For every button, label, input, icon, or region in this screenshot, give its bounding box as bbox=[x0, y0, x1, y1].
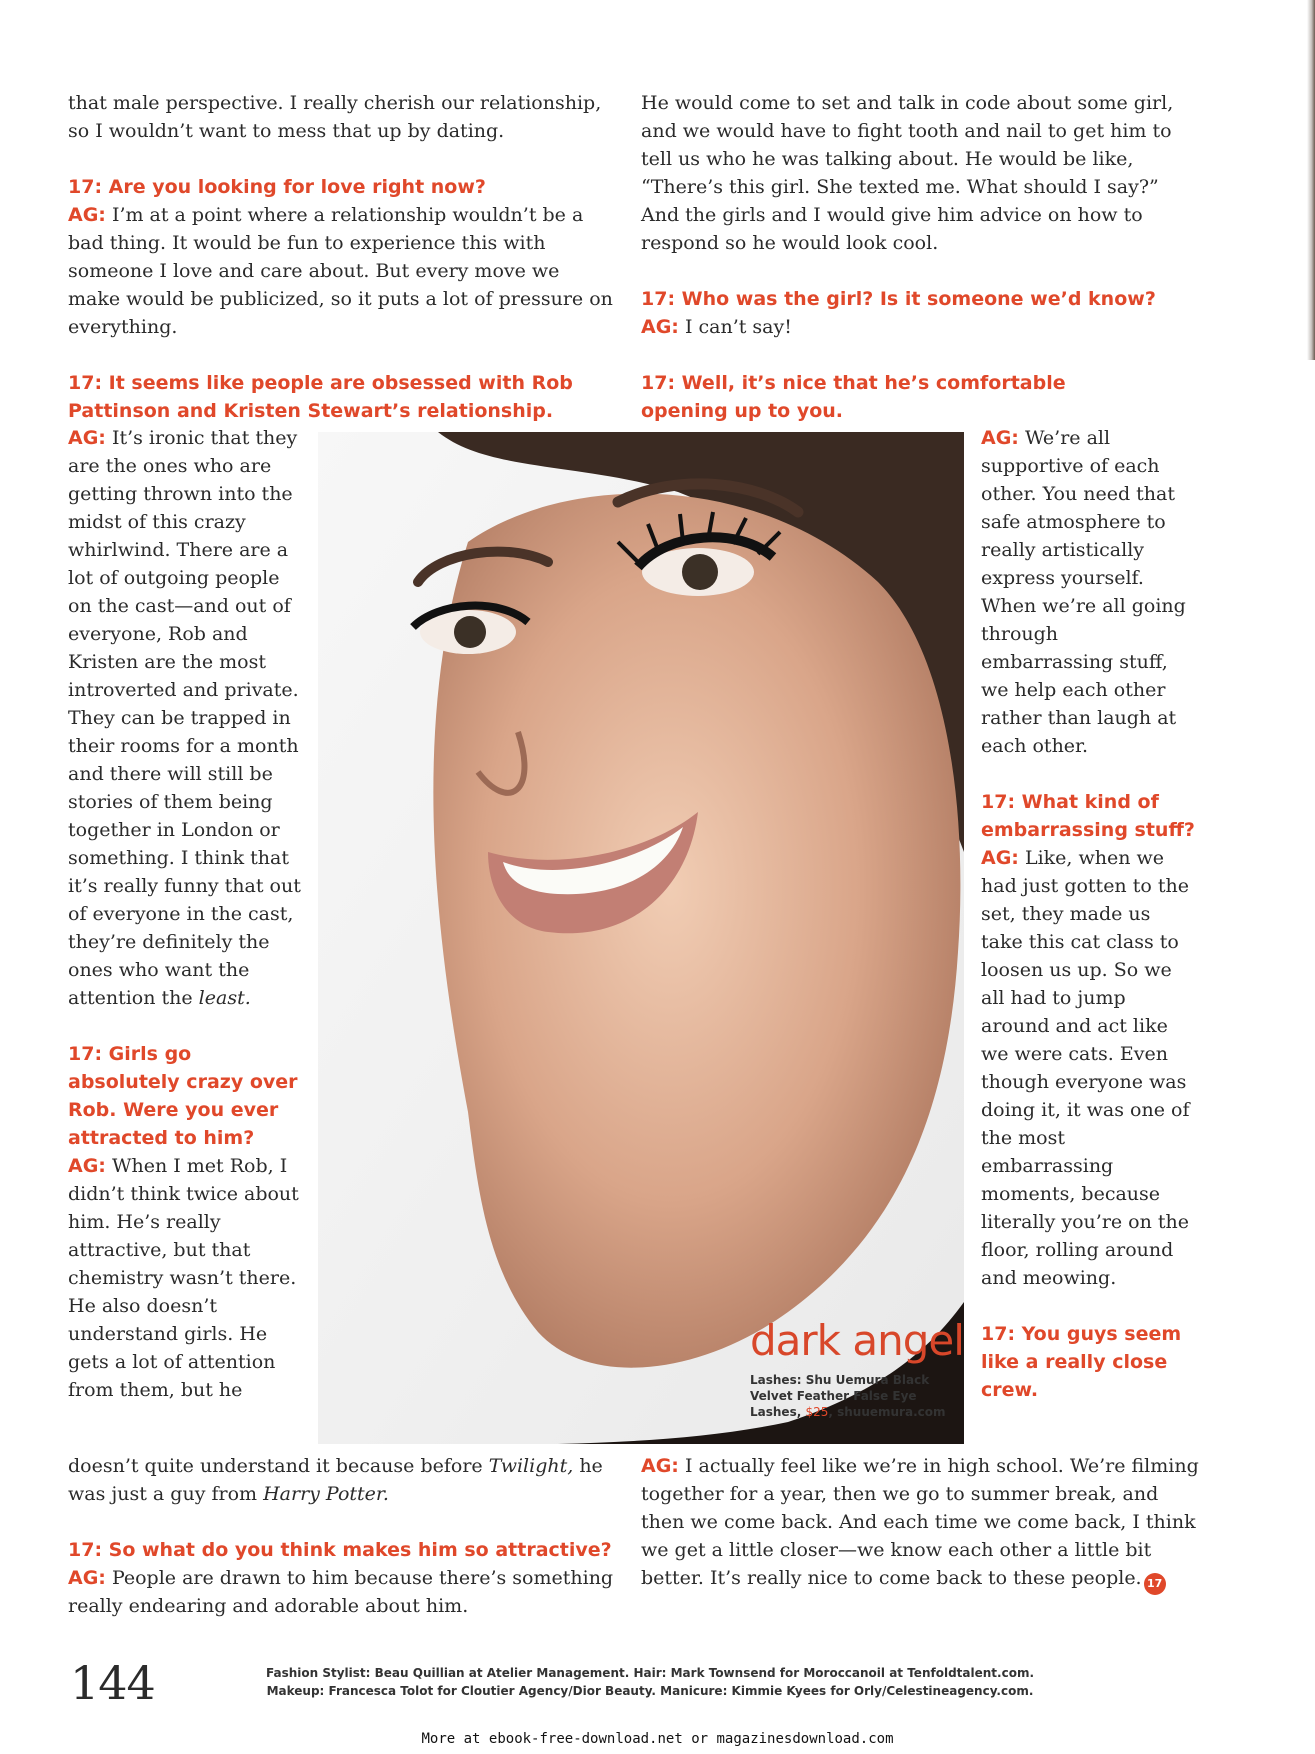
question-heading: 17: Are you looking for love right now? bbox=[68, 176, 486, 198]
col1-qa3 bbox=[68, 1040, 304, 1404]
col1-narrow bbox=[68, 424, 304, 1404]
caption-price: $25 bbox=[805, 1405, 829, 1419]
col2-top bbox=[641, 89, 1201, 425]
answer-text: Like, when we had just gotten to the set, they made us take this cat class to loosen us up. So we all had to jump around and act like we were cats. Even though everyone was doing it, it was one of the most embarrassing moments, because literally you’re on the floor, rolling around and meowing. bbox=[981, 847, 1190, 1289]
photo-caption-text bbox=[750, 1372, 950, 1420]
col2-narrow bbox=[981, 424, 1195, 1404]
download-watermark: More at ebook-free-download.net or magazinesdownload.com bbox=[421, 1731, 894, 1747]
answer-text: When I met Rob, I didn’t think twice about him. He’s really attractive, but that chemistry wasn’t there. He also doesn’t understand girls. He gets a lot of attention from them, but he bbox=[68, 1155, 299, 1401]
adjacent-page-edge bbox=[1307, 0, 1315, 360]
col1-answer3-cont bbox=[68, 1452, 628, 1508]
answer-label: AG: bbox=[68, 1155, 106, 1177]
col1-bottom bbox=[68, 1452, 628, 1620]
end-mark-icon: 17 bbox=[1144, 1573, 1166, 1595]
answer-emphasis: Harry Potter. bbox=[263, 1483, 389, 1505]
question-heading: 17: Well, it’s nice that he’s comfortable opening up to you. bbox=[641, 372, 1066, 422]
answer-text: doesn’t quite understand it because before bbox=[68, 1455, 489, 1477]
col1-q2 bbox=[68, 369, 614, 425]
photo-caption-title: dark angel bbox=[750, 1316, 964, 1365]
answer-text: I can’t say! bbox=[678, 316, 792, 338]
answer-emphasis: Twilight, bbox=[488, 1455, 574, 1477]
caption-product: Lashes: Shu Uemura Black Velvet Feather False Eye Lashes, bbox=[750, 1373, 930, 1419]
portrait-illustration bbox=[318, 432, 964, 1444]
credits-line-1: Fashion Stylist: Beau Quillian at Atelier Management. Hair: Mark Townsend for Moroccanoil at Tenfoldtalent.com. bbox=[266, 1666, 1034, 1680]
credits-line-2: Makeup: Francesca Tolot for Cloutier Agency/Dior Beauty. Manicure: Kimmie Kyees for Orly/Celestineagency.com. bbox=[266, 1684, 1034, 1698]
col1-qa4 bbox=[68, 1536, 628, 1620]
answer-text: We’re all supportive of each other. You need that safe atmosphere to really artistically express yourself. When we’re all going through embarrassing stuff, we help each other rather than laugh at each other. bbox=[981, 427, 1186, 757]
col1-qa1 bbox=[68, 173, 614, 341]
photo-credits bbox=[230, 1664, 1070, 1700]
answer-label: AG: bbox=[68, 1567, 106, 1589]
answer-label: AG: bbox=[68, 204, 106, 226]
page-number: 144 bbox=[70, 1656, 155, 1710]
col1-answer2 bbox=[68, 424, 304, 1012]
answer-label: AG: bbox=[981, 427, 1019, 449]
question-heading: 17: It seems like people are obsessed with Rob Pattinson and Kristen Stewart’s relationship. bbox=[68, 372, 573, 422]
question-heading: 17: You guys seem like a really close crew. bbox=[981, 1323, 1182, 1401]
caption-url: , shuuemura.com bbox=[828, 1405, 946, 1419]
question-heading: 17: Girls go absolutely crazy over Rob. Were you ever attracted to him? bbox=[68, 1043, 298, 1149]
answer-label: AG: bbox=[981, 847, 1019, 869]
question-heading: 17: Who was the girl? Is it someone we’d know? bbox=[641, 288, 1156, 310]
answer-text: People are drawn to him because there’s something really endearing and adorable about him. bbox=[68, 1567, 614, 1617]
col2-intro: He would come to set and talk in code about some girl, and we would have to fight tooth and nail to get him to tell us who he was talking about. He would be like, “There’s this girl. She texted me. What should I say?” And the girls and I would give him advice on how to respond so he would look cool. bbox=[641, 92, 1174, 254]
col2-answer4 bbox=[641, 1452, 1201, 1595]
portrait-photo bbox=[318, 432, 964, 1444]
answer-text: It’s ironic that they are the ones who are getting thrown into the midst of this crazy whirlwind. There are a lot of outgoing people on the cast—and out of everyone, Rob and Kristen are the most introverted and private. They can be trapped in their rooms for a month and there will still be stories of them being together in London or something. I think that it’s really funny that out of everyone in the cast, they’re definitely the ones who want the attention the bbox=[68, 427, 301, 1009]
answer-text: he was just a guy from bbox=[68, 1455, 603, 1505]
answer-label: AG: bbox=[641, 1455, 679, 1477]
col2-bottom bbox=[641, 1452, 1201, 1595]
answer-label: AG: bbox=[641, 316, 679, 338]
col2-answer2 bbox=[981, 424, 1195, 760]
col1-intro: that male perspective. I really cherish our relationship, so I wouldn’t want to mess that up by dating. bbox=[68, 92, 602, 142]
question-heading: 17: What kind of embarrassing stuff? bbox=[981, 791, 1195, 841]
col2-qa1 bbox=[641, 285, 1201, 341]
answer-label: AG: bbox=[68, 427, 106, 449]
col1-top bbox=[68, 89, 614, 425]
question-heading: 17: So what do you think makes him so attractive? bbox=[68, 1539, 612, 1561]
col2-q4 bbox=[981, 1320, 1195, 1404]
answer-text: I’m at a point where a relationship wouldn’t be a bad thing. It would be fun to experience this with someone I love and care about. But every move we make would be publicized, so it puts a lot of pressure on everything. bbox=[68, 204, 613, 338]
answer-emphasis: least. bbox=[198, 987, 251, 1009]
answer-text: I actually feel like we’re in high school. We’re filming together for a year, then we go to summer break, and then we come back. And each time we come back, I think we get a little closer—we know each other a little bit better. It’s really nice to come back to these people. bbox=[641, 1455, 1199, 1589]
col2-qa3 bbox=[981, 788, 1195, 1292]
col2-q2 bbox=[641, 369, 1111, 425]
